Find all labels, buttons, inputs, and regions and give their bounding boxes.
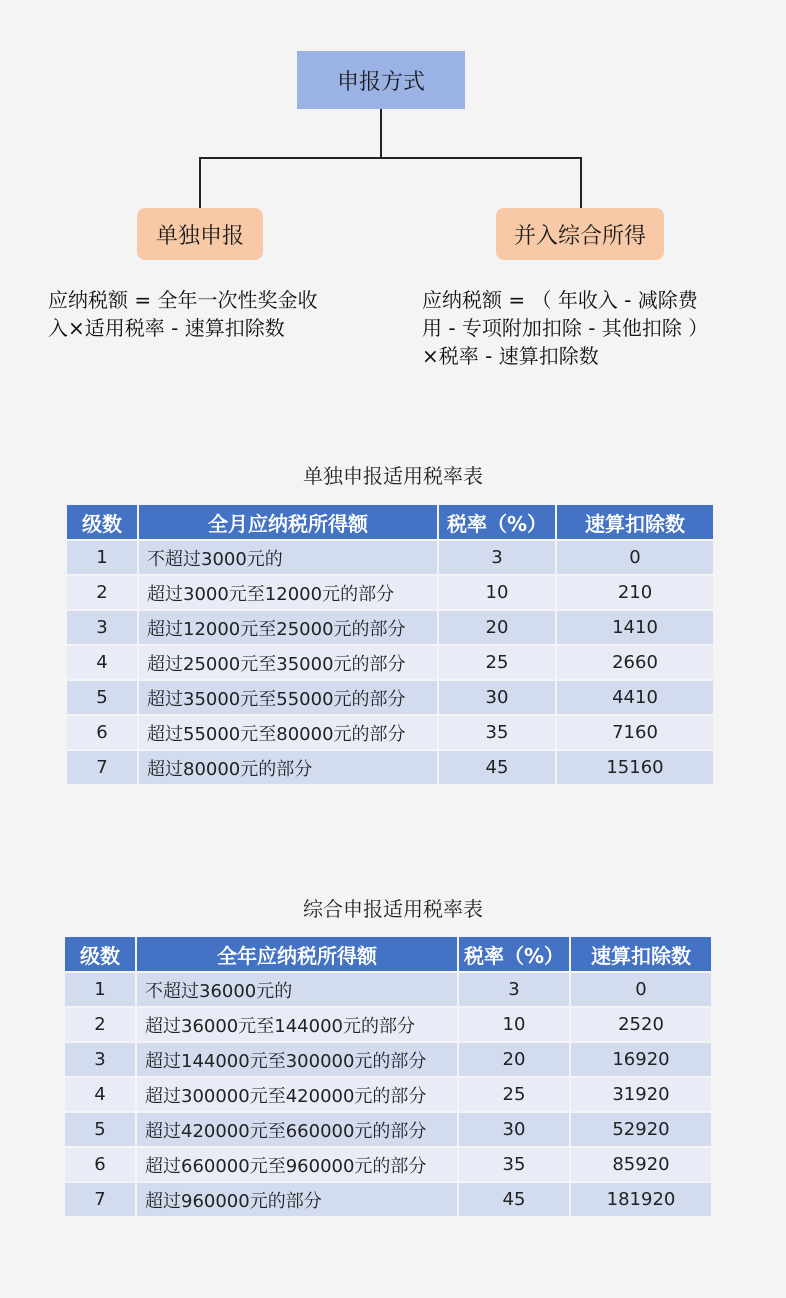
table-row: [67, 751, 713, 784]
column-header: 速算扣除数: [557, 505, 713, 539]
range-cell: 超过80000元的部分: [139, 751, 437, 784]
root-node-label: 申报方式: [336, 69, 425, 95]
level-cell: 2: [67, 576, 137, 609]
rate-cell: 35: [439, 716, 555, 749]
column-header: 全年应纳税所得额: [137, 937, 457, 971]
level-cell: 6: [65, 1148, 135, 1181]
deduction-cell: 0: [557, 541, 713, 574]
table-row: [67, 681, 713, 714]
header-row: [67, 505, 713, 539]
rate-cell: 20: [459, 1043, 569, 1076]
formula-line: 应纳税额 = （ 年收入 - 减除费: [422, 288, 698, 312]
deduction-cell: 0: [571, 973, 711, 1006]
rate-cell: 30: [459, 1113, 569, 1146]
connector-vertical-right: [580, 157, 582, 208]
root-node-declaration-method: [297, 51, 465, 109]
deduction-cell: 85920: [571, 1148, 711, 1181]
range-cell: 不超过3000元的: [139, 541, 437, 574]
table-row: [65, 973, 711, 1006]
formula-separate: [48, 286, 368, 342]
table-row: [65, 1078, 711, 1111]
deduction-cell: 181920: [571, 1183, 711, 1216]
level-cell: 7: [65, 1183, 135, 1216]
deduction-cell: 2520: [571, 1008, 711, 1041]
range-cell: 超过660000元至960000元的部分: [137, 1148, 457, 1181]
table-row: [67, 576, 713, 609]
table-body: [67, 541, 713, 784]
table-title-combined: 综合申报适用税率表: [303, 897, 483, 921]
column-header: 税率（%）: [459, 937, 569, 971]
table-row: [67, 541, 713, 574]
level-cell: 7: [67, 751, 137, 784]
range-cell: 超过960000元的部分: [137, 1183, 457, 1216]
formula-line: 入×适用税率 - 速算扣除数: [48, 316, 285, 340]
rate-cell: 45: [439, 751, 555, 784]
table-row: [67, 716, 713, 749]
deduction-cell: 15160: [557, 751, 713, 784]
rate-cell: 3: [439, 541, 555, 574]
table-row: [65, 1113, 711, 1146]
deduction-cell: 16920: [571, 1043, 711, 1076]
column-header: 级数: [65, 937, 135, 971]
rate-cell: 25: [439, 646, 555, 679]
rate-cell: 25: [459, 1078, 569, 1111]
level-cell: 1: [65, 973, 135, 1006]
branch-node-separate: [137, 208, 263, 260]
range-cell: 超过55000元至80000元的部分: [139, 716, 437, 749]
connector-horizontal: [199, 157, 582, 159]
formula-combined: [422, 286, 762, 370]
table-row: [65, 1008, 711, 1041]
deduction-cell: 31920: [571, 1078, 711, 1111]
range-cell: 超过12000元至25000元的部分: [139, 611, 437, 644]
level-cell: 4: [65, 1078, 135, 1111]
deduction-cell: 52920: [571, 1113, 711, 1146]
table-row: [67, 646, 713, 679]
column-header: 全月应纳税所得额: [139, 505, 437, 539]
rate-cell: 3: [459, 973, 569, 1006]
rate-cell: 10: [439, 576, 555, 609]
level-cell: 5: [65, 1113, 135, 1146]
level-cell: 2: [65, 1008, 135, 1041]
rate-cell: 45: [459, 1183, 569, 1216]
range-cell: 超过36000元至144000元的部分: [137, 1008, 457, 1041]
range-cell: 不超过36000元的: [137, 973, 457, 1006]
connector-vertical-left: [199, 157, 201, 208]
branch-node-combined: [496, 208, 664, 260]
header-row: [65, 937, 711, 971]
table-title-separate: 单独申报适用税率表: [303, 464, 483, 488]
column-header: 税率（%）: [439, 505, 555, 539]
deduction-cell: 7160: [557, 716, 713, 749]
column-header: 级数: [67, 505, 137, 539]
level-cell: 6: [67, 716, 137, 749]
table-header: [65, 937, 711, 971]
range-cell: 超过25000元至35000元的部分: [139, 646, 437, 679]
formula-line: ×税率 - 速算扣除数: [422, 344, 599, 368]
range-cell: 超过35000元至55000元的部分: [139, 681, 437, 714]
tax-rate-table-separate: [65, 503, 715, 786]
level-cell: 3: [65, 1043, 135, 1076]
level-cell: 5: [67, 681, 137, 714]
formula-line: 用 - 专项附加扣除 - 其他扣除 ）: [422, 316, 709, 340]
branch-node-separate-label: 单独申报: [155, 223, 244, 249]
rate-cell: 10: [459, 1008, 569, 1041]
range-cell: 超过3000元至12000元的部分: [139, 576, 437, 609]
level-cell: 4: [67, 646, 137, 679]
level-cell: 1: [67, 541, 137, 574]
deduction-cell: 2660: [557, 646, 713, 679]
deduction-cell: 1410: [557, 611, 713, 644]
rate-cell: 35: [459, 1148, 569, 1181]
deduction-cell: 4410: [557, 681, 713, 714]
column-header: 速算扣除数: [571, 937, 711, 971]
tax-rate-table-combined: [63, 935, 713, 1218]
table-row: [67, 611, 713, 644]
table-row: [65, 1043, 711, 1076]
level-cell: 3: [67, 611, 137, 644]
table-row: [65, 1183, 711, 1216]
table-row: [65, 1148, 711, 1181]
range-cell: 超过144000元至300000元的部分: [137, 1043, 457, 1076]
range-cell: 超过300000元至420000元的部分: [137, 1078, 457, 1111]
formula-line: 应纳税额 = 全年一次性奖金收: [48, 288, 318, 312]
rate-cell: 20: [439, 611, 555, 644]
deduction-cell: 210: [557, 576, 713, 609]
connector-vertical-root: [380, 109, 382, 158]
table-body: [65, 973, 711, 1216]
branch-node-combined-label: 并入综合所得: [513, 223, 646, 249]
table-header: [67, 505, 713, 539]
rate-cell: 30: [439, 681, 555, 714]
range-cell: 超过420000元至660000元的部分: [137, 1113, 457, 1146]
